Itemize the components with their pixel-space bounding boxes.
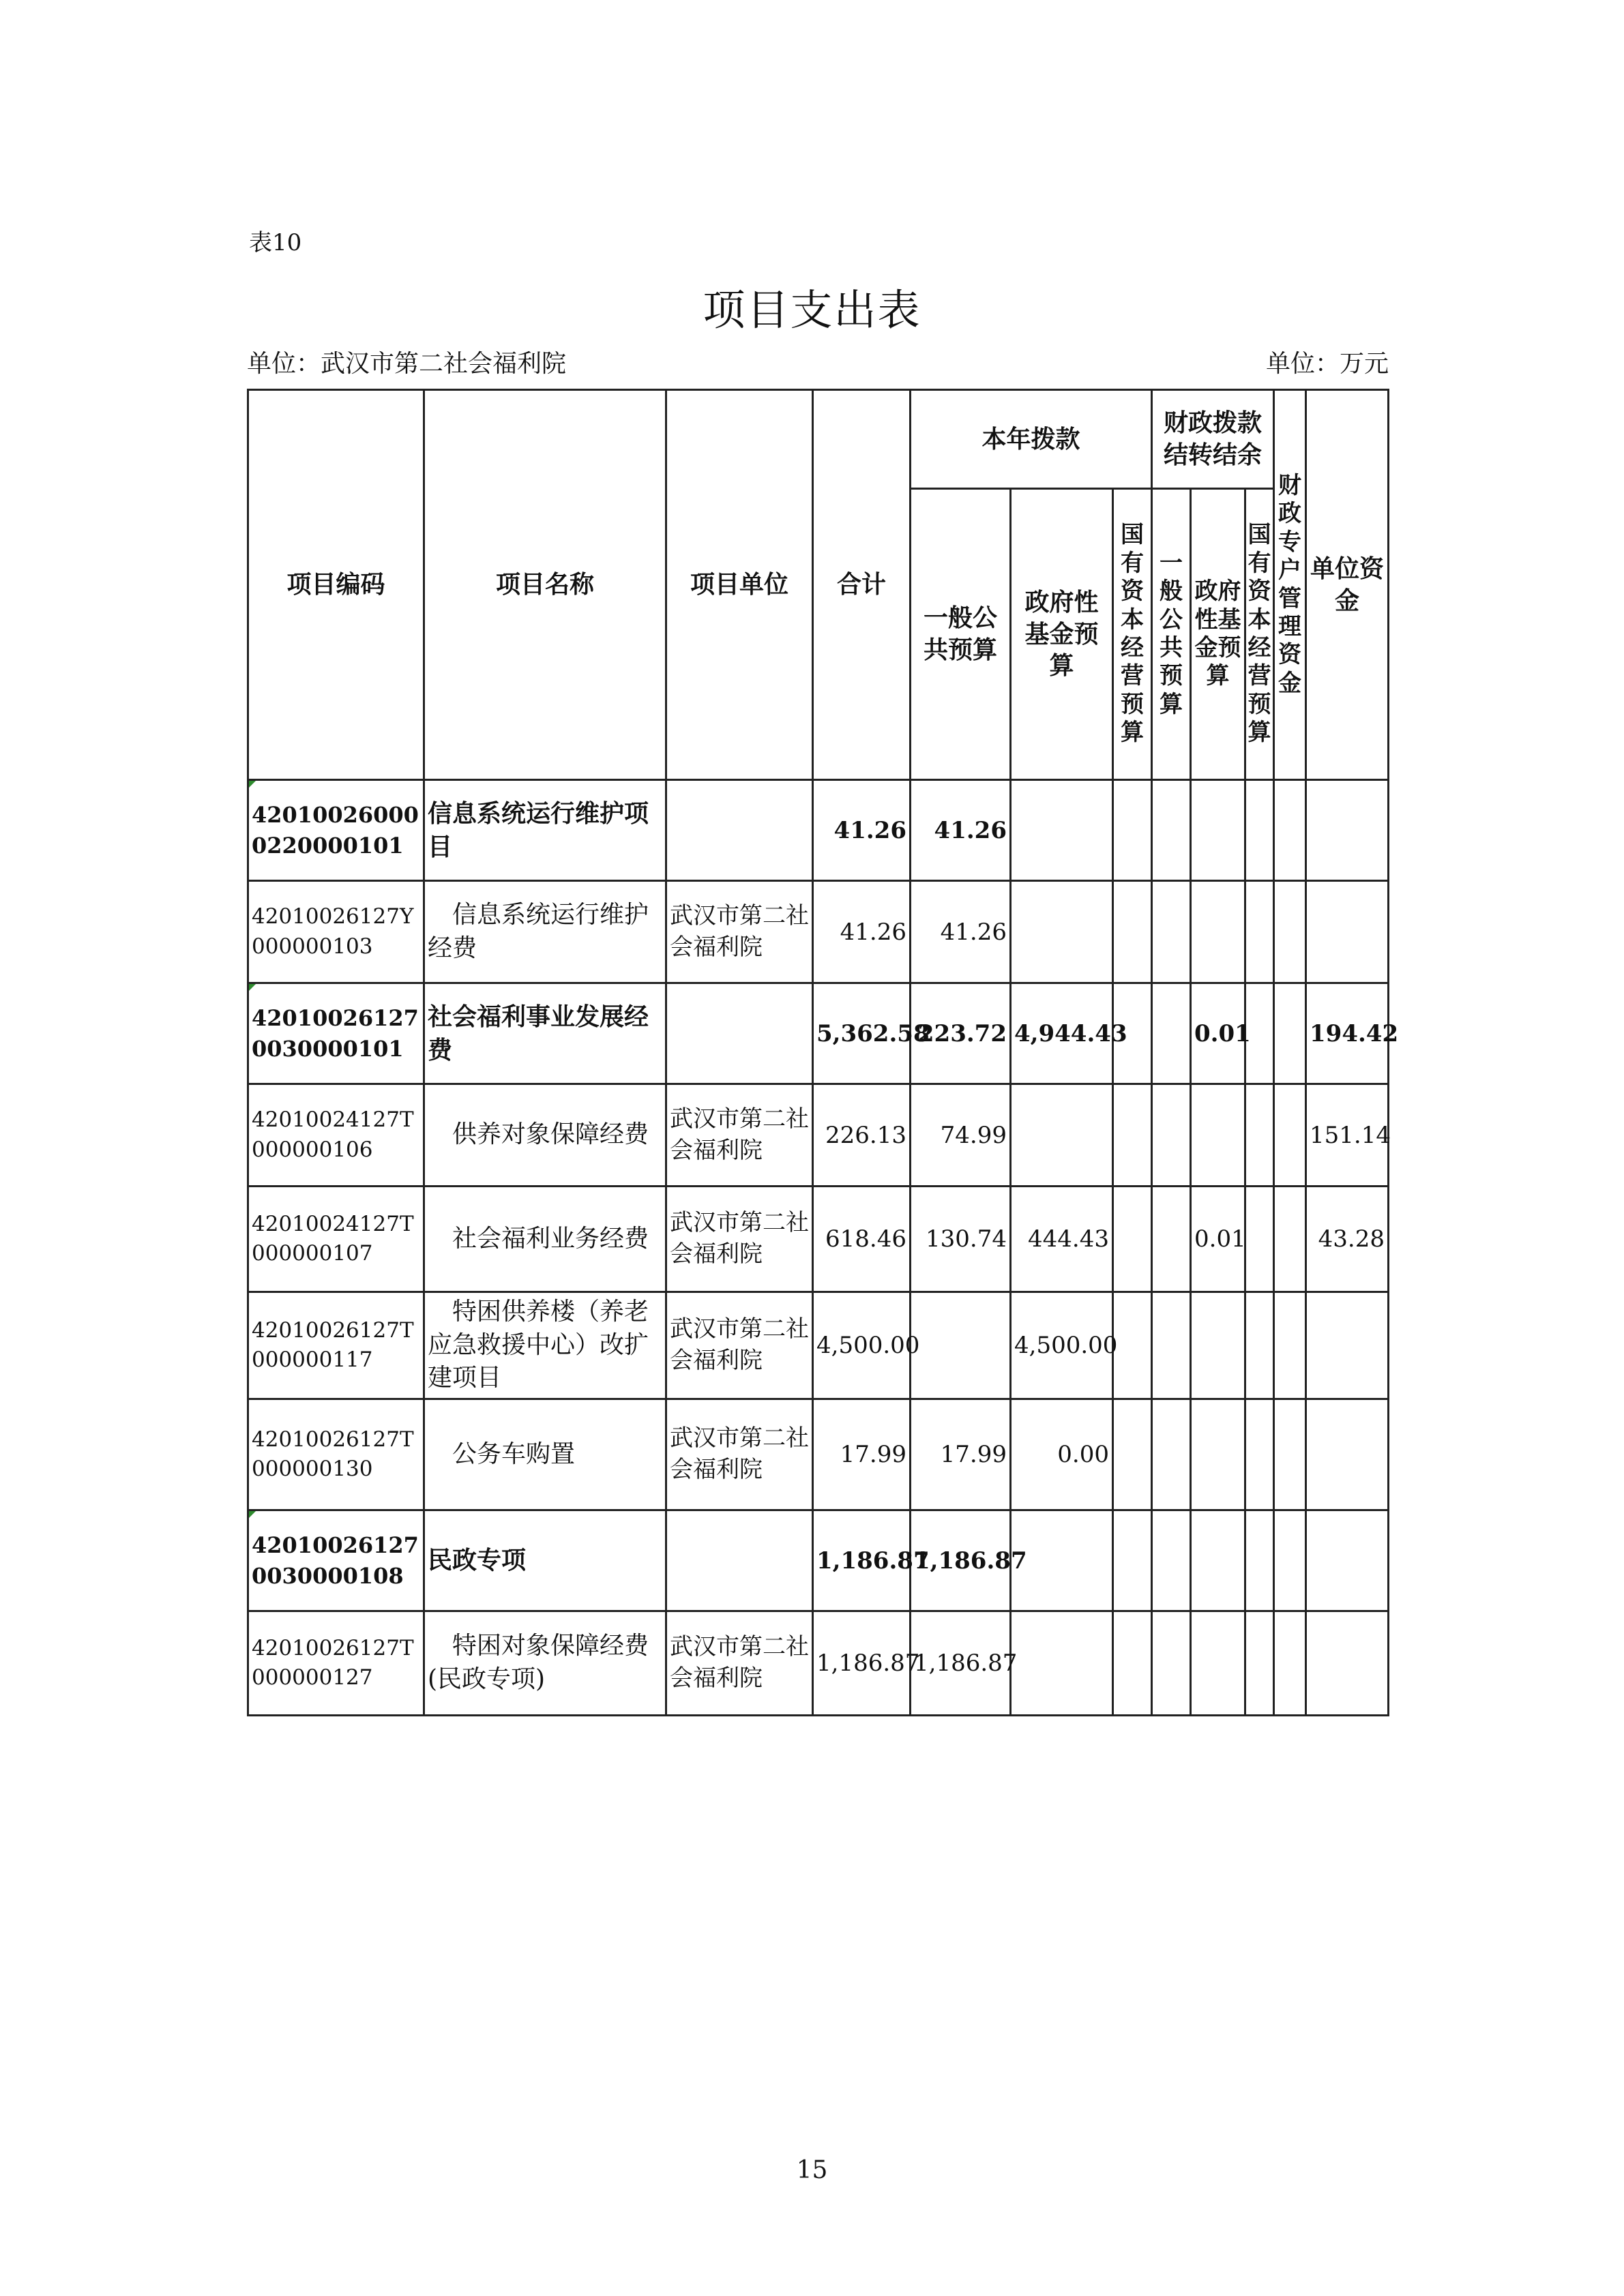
cell-carry-general <box>1152 881 1191 983</box>
cell-carry-state-capital <box>1245 1187 1274 1292</box>
expenditure-table <box>247 389 1399 1716</box>
cell-special-account <box>1274 1084 1306 1187</box>
cell-total: 5,362.58 <box>813 983 911 1084</box>
cell-carry-general <box>1152 1292 1191 1399</box>
cell-total: 226.13 <box>813 1084 911 1187</box>
table-number: 表10 <box>249 229 302 256</box>
cell-name: 社会福利业务经费 <box>424 1187 666 1292</box>
cell-carry-gov-fund <box>1191 1611 1245 1716</box>
table-row <box>248 1292 1389 1399</box>
cell-carry-gov-fund <box>1191 780 1245 881</box>
cell-code: 42010026127T000000117 <box>248 1292 424 1399</box>
cell-carry-general <box>1152 780 1191 881</box>
cell-carry-gov-fund <box>1191 881 1245 983</box>
unit-currency: 单位：万元 <box>1265 350 1389 378</box>
cell-general <box>911 1292 1011 1399</box>
cell-carry-state-capital <box>1245 1292 1274 1399</box>
cell-state-capital <box>1113 1611 1152 1716</box>
table-row <box>248 1399 1389 1510</box>
cell-unit: 武汉市第二社会福利院 <box>666 1084 813 1187</box>
cell-state-capital <box>1113 1399 1152 1510</box>
cell-gov-fund: 4,944.43 <box>1011 983 1113 1084</box>
cell-special-account <box>1274 881 1306 983</box>
header-unit: 项目单位 <box>666 390 813 780</box>
cell-special-account <box>1274 780 1306 881</box>
cell-special-account <box>1274 1399 1306 1510</box>
header-carry-general: 一般公共预算 <box>1152 489 1191 780</box>
cell-unit-funds: 43.28 <box>1306 1187 1389 1292</box>
cell-name: 信息系统运行维护经费 <box>424 881 666 983</box>
cell-state-capital <box>1113 1084 1152 1187</box>
header-special-account: 财政专户管理资金 <box>1274 390 1306 780</box>
cell-carry-state-capital <box>1245 1084 1274 1187</box>
cell-carry-gov-fund <box>1191 1084 1245 1187</box>
cell-code: 42010024127T000000107 <box>248 1187 424 1292</box>
cell-carry-general <box>1152 1611 1191 1716</box>
cell-unit: 武汉市第二社会福利院 <box>666 881 813 983</box>
table-row <box>248 1187 1389 1292</box>
cell-code: 420100261270030000108 <box>248 1510 424 1611</box>
cell-unit: 武汉市第二社会福利院 <box>666 1399 813 1510</box>
cell-unit <box>666 780 813 881</box>
table-row <box>248 1611 1389 1716</box>
cell-name: 特困对象保障经费(民政专项) <box>424 1611 666 1716</box>
cell-carry-general <box>1152 1510 1191 1611</box>
page-title: 项目支出表 <box>703 285 921 335</box>
cell-unit <box>666 983 813 1084</box>
cell-name: 特困供养楼（养老应急救援中心）改扩建项目 <box>424 1292 666 1399</box>
cell-total: 41.26 <box>813 780 911 881</box>
cell-total: 17.99 <box>813 1399 911 1510</box>
cell-carry-state-capital <box>1245 1510 1274 1611</box>
cell-state-capital <box>1113 1510 1152 1611</box>
cell-total: 4,500.00 <box>813 1292 911 1399</box>
cell-carry-gov-fund <box>1191 1510 1245 1611</box>
table-row <box>248 983 1389 1084</box>
cell-unit-funds <box>1306 1399 1389 1510</box>
cell-general: 74.99 <box>911 1084 1011 1187</box>
cell-carry-gov-fund: 0.01 <box>1191 983 1245 1084</box>
cell-code: 42010024127T000000106 <box>248 1084 424 1187</box>
cell-code: 42010026127T000000130 <box>248 1399 424 1510</box>
header-carry-gov-fund: 政府性基金预算 <box>1191 489 1245 780</box>
cell-name: 民政专项 <box>424 1510 666 1611</box>
cell-carry-general <box>1152 1187 1191 1292</box>
unit-organization: 单位：武汉市第二社会福利院 <box>247 350 567 378</box>
cell-gov-fund <box>1011 1611 1113 1716</box>
cell-unit-funds: 151.14 <box>1306 1084 1389 1187</box>
cell-unit-funds <box>1306 780 1389 881</box>
cell-unit: 武汉市第二社会福利院 <box>666 1292 813 1399</box>
cell-general: 1,186.87 <box>911 1611 1011 1716</box>
cell-gov-fund: 0.00 <box>1011 1399 1113 1510</box>
cell-state-capital <box>1113 1292 1152 1399</box>
cell-carry-state-capital <box>1245 1399 1274 1510</box>
header-current-year: 本年拨款 <box>911 390 1152 489</box>
header-carry-state-capital: 国有资本经营预算 <box>1245 489 1274 780</box>
cell-name: 信息系统运行维护项目 <box>424 780 666 881</box>
table-row <box>248 881 1389 983</box>
cell-state-capital <box>1113 780 1152 881</box>
cell-unit-funds: 194.42 <box>1306 983 1389 1084</box>
cell-carry-general <box>1152 1399 1191 1510</box>
cell-general: 1,186.87 <box>911 1510 1011 1611</box>
cell-general: 130.74 <box>911 1187 1011 1292</box>
cell-gov-fund <box>1011 881 1113 983</box>
cell-carry-gov-fund: 0.01 <box>1191 1187 1245 1292</box>
cell-gov-fund: 4,500.00 <box>1011 1292 1113 1399</box>
cell-general: 17.99 <box>911 1399 1011 1510</box>
cell-state-capital <box>1113 881 1152 983</box>
cell-gov-fund: 444.43 <box>1011 1187 1113 1292</box>
cell-code: 42010026127Y000000103 <box>248 881 424 983</box>
table-row <box>248 1084 1389 1187</box>
cell-unit: 武汉市第二社会福利院 <box>666 1611 813 1716</box>
header-code: 项目编码 <box>248 390 424 780</box>
cell-total: 1,186.87 <box>813 1611 911 1716</box>
cell-gov-fund <box>1011 780 1113 881</box>
cell-total: 1,186.87 <box>813 1510 911 1611</box>
header-state-capital: 国有资本经营预算 <box>1113 489 1152 780</box>
cell-unit-funds <box>1306 1510 1389 1611</box>
cell-unit-funds <box>1306 1611 1389 1716</box>
cell-name: 公务车购置 <box>424 1399 666 1510</box>
header-carryover: 财政拨款结转结余 <box>1152 390 1274 489</box>
cell-name: 社会福利事业发展经费 <box>424 983 666 1084</box>
cell-name: 供养对象保障经费 <box>424 1084 666 1187</box>
header-name: 项目名称 <box>424 390 666 780</box>
cell-general: 41.26 <box>911 881 1011 983</box>
cell-carry-general <box>1152 983 1191 1084</box>
cell-special-account <box>1274 983 1306 1084</box>
header-total: 合计 <box>813 390 911 780</box>
cell-total: 618.46 <box>813 1187 911 1292</box>
cell-state-capital <box>1113 1187 1152 1292</box>
header-general-public: 一般公共预算 <box>911 489 1011 780</box>
cell-special-account <box>1274 1611 1306 1716</box>
cell-code: 420100261270030000101 <box>248 983 424 1084</box>
cell-total: 41.26 <box>813 881 911 983</box>
cell-carry-gov-fund <box>1191 1399 1245 1510</box>
table-row <box>248 1510 1389 1611</box>
table-row <box>248 780 1389 881</box>
page-number: 15 <box>796 2156 828 2184</box>
header-unit-funds: 单位资金 <box>1306 390 1389 780</box>
cell-carry-state-capital <box>1245 1611 1274 1716</box>
header-gov-fund: 政府性基金预算 <box>1011 489 1113 780</box>
cell-carry-state-capital <box>1245 881 1274 983</box>
cell-unit <box>666 1510 813 1611</box>
cell-carry-state-capital <box>1245 780 1274 881</box>
cell-unit: 武汉市第二社会福利院 <box>666 1187 813 1292</box>
cell-unit-funds <box>1306 881 1389 983</box>
cell-carry-general <box>1152 1084 1191 1187</box>
cell-general: 223.72 <box>911 983 1011 1084</box>
cell-special-account <box>1274 1187 1306 1292</box>
cell-carry-gov-fund <box>1191 1292 1245 1399</box>
cell-code: 42010026127T000000127 <box>248 1611 424 1716</box>
cell-code: 420100260000220000101 <box>248 780 424 881</box>
cell-special-account <box>1274 1510 1306 1611</box>
cell-unit-funds <box>1306 1292 1389 1399</box>
cell-special-account <box>1274 1292 1306 1399</box>
cell-general: 41.26 <box>911 780 1011 881</box>
cell-gov-fund <box>1011 1084 1113 1187</box>
